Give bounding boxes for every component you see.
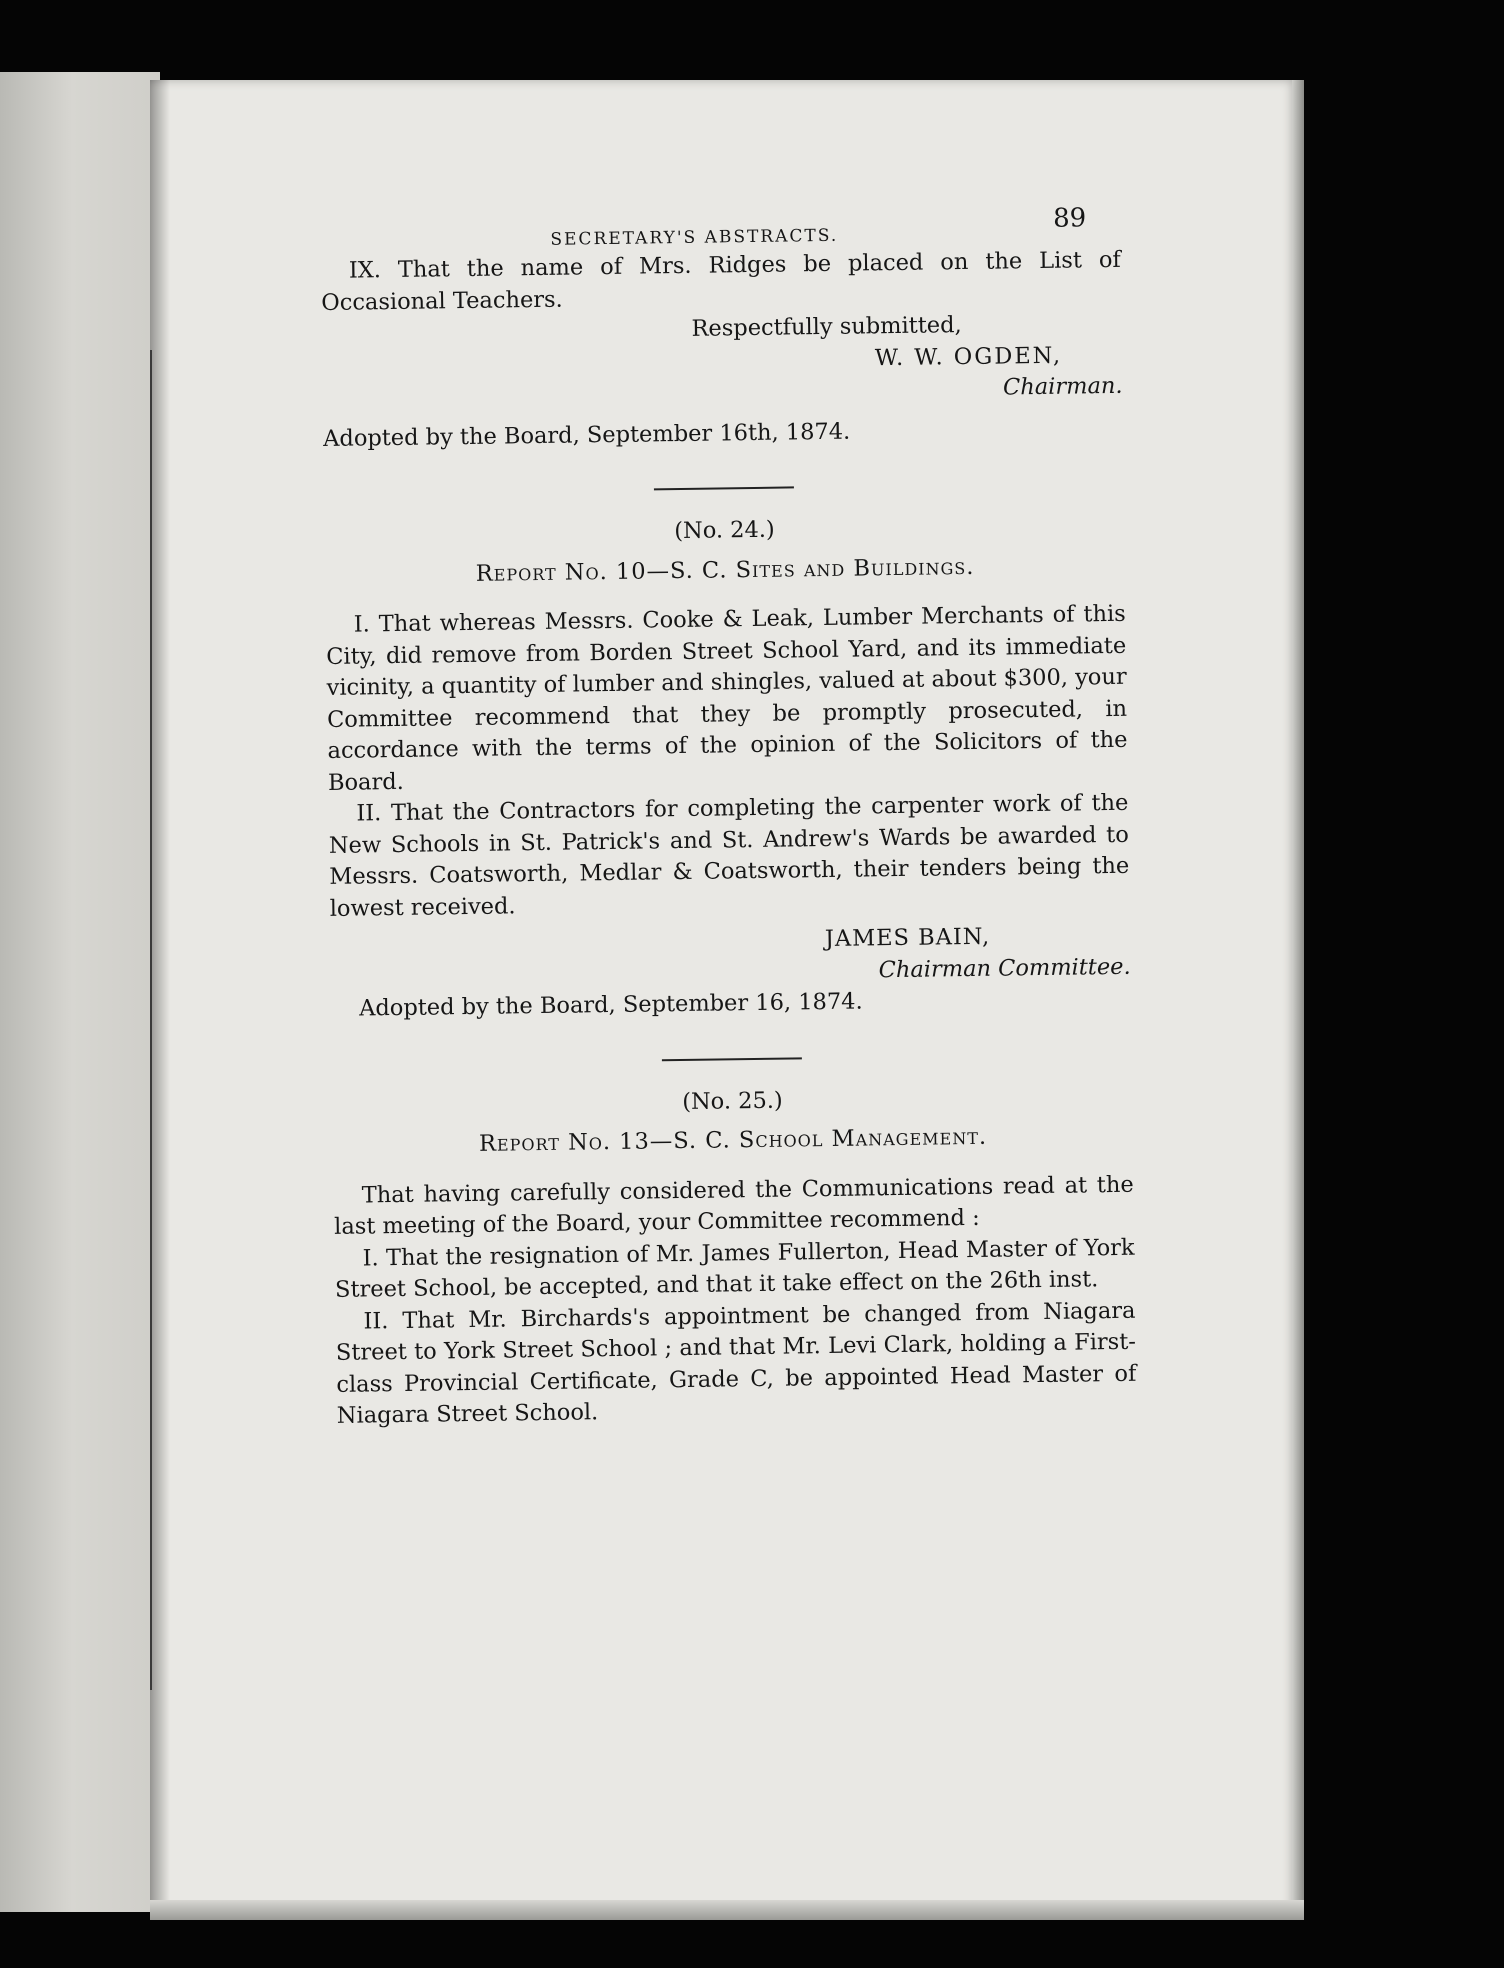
intro-25: That having carefully considered the Communications read at the last meeting of the Board, your Committee recommend : — [334, 1171, 1134, 1240]
signer-ogden-title: Chairman. — [1002, 372, 1123, 401]
report-title-25: Report No. 13—S. C. School Management. — [478, 1123, 988, 1157]
facing-page-edge — [0, 72, 160, 1912]
signer-bain-title: Chairman Committee. — [878, 953, 1131, 983]
page-text — [320, 199, 1137, 1433]
section-divider — [654, 486, 794, 490]
page-number: 89 — [1052, 203, 1087, 234]
section-divider — [662, 1057, 802, 1061]
report-title-24: Report No. 10—S. C. Sites and Buildings. — [475, 553, 975, 587]
item-24-ii: II. That the Contractors for completing the carpenter work of the New Schools in St. Patrick's and St. Andrew's Wards be awarded to Messrs. Coatsworth, Medlar & Coatsworth, their tenders being the lowest received. — [328, 789, 1130, 922]
page-right-edge — [1292, 80, 1304, 1920]
page-gutter — [150, 80, 170, 1920]
signer-ogden: W. W. OGDEN, — [874, 342, 1063, 371]
item-25-i: I. That the resignation of Mr. James Fullerton, Head Master of York Street School, be accepted, and that it take effect on the 26th inst. — [334, 1234, 1135, 1303]
closing-line: Respectfully submitted, — [691, 312, 962, 342]
page-bottom-edge — [150, 1900, 1304, 1920]
adopted-note-24: Adopted by the Board, September 16, 1874. — [358, 988, 863, 1022]
signer-bain: JAMES BAIN, — [824, 923, 991, 953]
report-number-25: (No. 25.) — [682, 1087, 783, 1115]
adopted-note-ix: Adopted by the Board, September 16th, 1874. — [323, 418, 851, 452]
item-ix: IX. That the name of Mrs. Ridges be placed on the List of Occasional Teachers. — [321, 246, 1121, 316]
report-number-24: (No. 24.) — [674, 516, 775, 545]
binding-line — [150, 350, 152, 1690]
item-24-i: I. That whereas Messrs. Cooke & Leak, Lumber Merchants of this City, did remove from Borden Street School Yard, and its immediate vicinity, a quantity of lumber and shingles, valued at about $300, your Committee recommend that they be promptly prosecuted, in accordance with the terms of the opinion of the Solicitors of the Board. — [326, 600, 1128, 796]
item-25-ii: II. That Mr. Birchards's appointment be changed from Niagara Street to York Street School ; and that Mr. Levi Clark, holding a First-class Provincial Certificate, Grade C, be appointed Head Master of Niagara Street School. — [335, 1297, 1137, 1429]
running-title: SECRETARY'S ABSTRACTS. — [550, 225, 839, 250]
